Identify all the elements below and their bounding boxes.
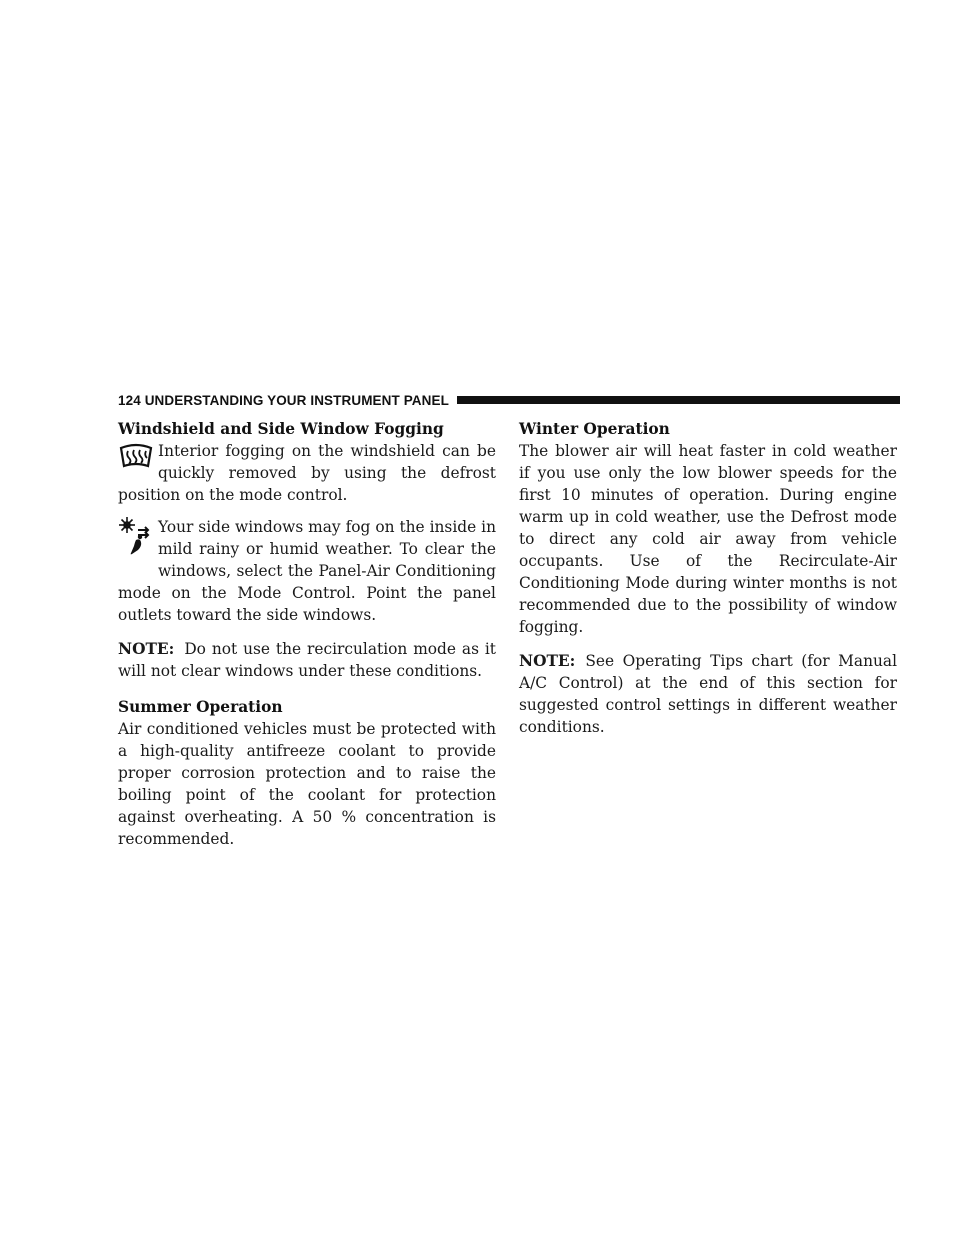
note-1-text: Do not use the recirculation mode as it will not clear windows under these conditions. xyxy=(118,640,496,680)
page-header xyxy=(118,390,900,410)
header-text xyxy=(118,393,449,408)
header-rule xyxy=(457,396,900,404)
right-column xyxy=(519,418,897,746)
fogging-heading: Windshield and Side Window Fogging xyxy=(118,420,444,438)
note-1 xyxy=(118,638,496,682)
note-2-text: See Operating Tips chart (for Manual A/C Control) at the end of this section for suggested control settings in different weather conditions. xyxy=(519,652,897,736)
left-column xyxy=(118,418,496,858)
fogging-paragraph-1: Interior fogging on the windshield can be quickly removed by using the defrost position on the mode control. xyxy=(118,442,496,504)
fogging-paragraph-2: Your side windows may fog on the inside in mild rainy or humid weather. To clear the windows, select the Panel-Air Conditioning mode on the Mode Control. Point the panel outlets toward the side windows. xyxy=(118,518,496,624)
summer-paragraph: Air conditioned vehicles must be protected with a high-quality antifreeze coolant to provide proper corrosion protection and to raise the boiling point of the coolant for protection against overheating. A 50 % concentration is recommended. xyxy=(118,720,496,848)
section-title: UNDERSTANDING YOUR INSTRUMENT PANEL xyxy=(144,392,449,408)
note-2 xyxy=(519,650,897,738)
winter-paragraph: The blower air will heat faster in cold weather if you use only the low blower speeds for the first 10 minutes of operation. During engine warm up in cold weather, use the Defrost mode to direct any cold air away from vehicle occupants. Use of the Recirculate-Air Conditioning Mode during winter months is not recommended due to the possibility of window fogging. xyxy=(519,442,897,636)
panel-ac-mode-icon xyxy=(118,516,158,582)
winter-heading: Winter Operation xyxy=(519,420,670,438)
summer-heading: Summer Operation xyxy=(118,698,283,716)
windshield-defrost-icon xyxy=(118,440,158,480)
note-2-label: NOTE: xyxy=(519,652,576,670)
note-1-label: NOTE: xyxy=(118,640,175,658)
page-number: 124 xyxy=(118,392,141,408)
